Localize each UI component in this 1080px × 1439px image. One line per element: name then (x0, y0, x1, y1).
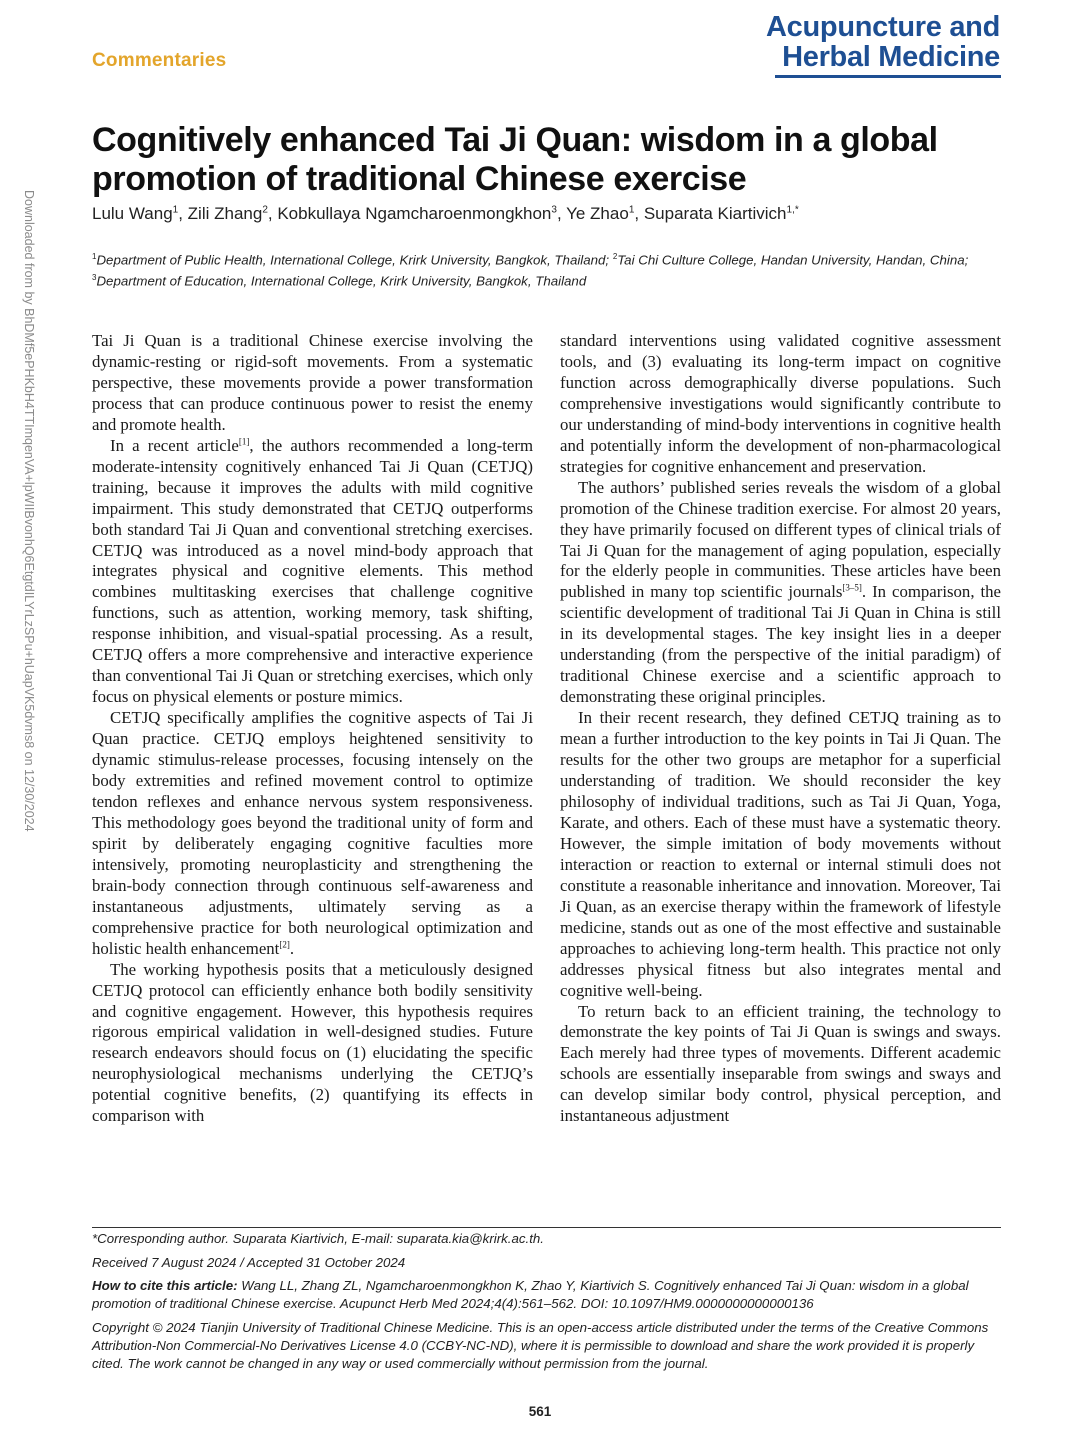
author-name: Ye Zhao (566, 204, 629, 223)
author-list: Lulu Wang$^1$, Zili Zhang$^2$, Kobkullaya Ngamcharoenmongkhon$^3$, Ye Zhao$^1$, Suparata Kiartivich$^{1,*}$ (92, 204, 799, 223)
affiliation-text: Department of Public Health, International College, Krirk University, Bangkok, Thailand; (96, 252, 613, 268)
article-title: Cognitively enhanced Tai Ji Quan: wisdom in a global promotion of traditional Chinese exercise (92, 121, 938, 198)
citation-ref: [3–5] (842, 582, 862, 593)
author-affiliation-mark: 2 (262, 204, 268, 216)
author-affiliation-mark: 1,* (786, 204, 799, 216)
author-name: Suparata Kiartivich (643, 204, 787, 223)
footnote-divider (92, 1227, 1001, 1228)
received-dates: Received 7 August 2024 / Accepted 31 October 2024 (92, 1255, 406, 1270)
corresponding-author-note: *Corresponding author. Suparata Kiartivich, E-mail: suparata.kia@krirk.ac.th. (92, 1231, 545, 1246)
author-name: Zili Zhang (187, 204, 263, 223)
citation-label: How to cite this article: (92, 1278, 238, 1293)
body-paragraph: In their recent research, they defined CETJQ training as to mean a further introduction to the key points in Tai Ji Quan. The results for the other two groups are metaphor for a superficial understanding of tradition. We should reconsider the key philosophy of individual traditions, such as Tai Ji Quan, Yoga, Karate, and others. Each of these must have a systematic theory. However, the simple imitation of body movements without interaction or reaction to external or internal stimuli does not constitute a reasonable inheritance and innovation. Moreover, Tai Ji Quan, as an exercise therapy within the framework of lifestyle medicine, stands out as one of the most effective and sustainable approaches to achieving long-term health. This practice not only addresses physical fitness but also integrates mental and cognitive well-being. (560, 708, 1001, 1000)
body-paragraph: In a recent article[1], the authors recommended a long-term moderate-intensity cognitively enhanced Tai Ji Quan (CETJQ) training, because it improves the adults with mild cognitive impairment. This study demonstrated that CETJQ outperforms both standard Tai Ji Quan and conventional stretching exercises. CETJQ was introduced as a novel mind-body approach that integrates physical and cognitive elements. This method combines multitasking exercises that challenge cognitive functions, such as attention, working memory, task shifting, response inhibition, and visual-spatial processing. As a result, CETJQ offers a more comprehensive and interactive experience than conventional Tai Ji Quan or stretching exercises, which only focus on physical elements or posture mimics. (92, 435, 533, 707)
download-sidebar-note: Downloaded from by BhDMf5ePHKbH4TTImqenVA+lpWIIBvonhQ6EtgtdILYrLzSPu+hUapVK5dvms8 on 12/30/2024 (22, 190, 36, 832)
affiliation-text: Tai Chi Culture College, Handan University, Handan, China; (617, 252, 969, 268)
citation-text: Wang LL, Zhang ZL, Ngamcharoenmongkhon K, Zhao Y, Kiartivich S. Cognitively enhanced Tai Ji Quan: wisdom in a global promotion of traditional Chinese exercise. Acupunct Herb Med 2024;4(4):561–562. DOI: 10.1097/HM9.0000000000000136 (92, 1278, 969, 1311)
journal-name-line1: Acupuncture and (766, 11, 1000, 43)
author-affiliation-mark: 3 (551, 204, 557, 216)
author-affiliation-mark: 1 (172, 204, 179, 216)
body-paragraph: The authors’ published series reveals the wisdom of a global promotion of the Chinese tradition exercise. For almost 20 years, they have primarily focused on different types of clinical trials of Tai Ji Quan for the management of aging population, especially for the elderly people in communities. These articles have been published in many top scientific journals[3–5]. In comparison, the scientific development of traditional Tai Ji Quan in China is still in its developmental stages. The key insight lies in a deeper understanding (from the perspective of the initial paradigm) of traditional Chinese exercise and a scientific approach to demonstrating these original principles. (560, 477, 1001, 707)
affiliation-mark: 2 (612, 252, 618, 261)
section-label: Commentaries (92, 50, 227, 71)
body-paragraph: CETJQ specifically amplifies the cognitive aspects of Tai Ji Quan practice. CETJQ employs heightened sensitivity to dynamic stimulus-release processes, focusing intensely on the body extremities and refined movement control to optimize tendon reflexes and enhance nervous system responsiveness. This methodology goes beyond the traditional unity of form and spirit by deliberately engaging cognitive faculties more intensively, promoting neuroplasticity and strengthening the brain-body connection through continuous self-awareness and instantaneous adjustments, ultimately serving as a comprehensive practice for both neurological optimization and holistic health enhancement[2]. (92, 708, 533, 958)
body-paragraph: The working hypothesis posits that a meticulously designed CETJQ protocol can efficiently enhance both bodily sensitivity and cognitive engagement. However, this hypothesis requires rigorous empirical validation in well-designed studies. Future research endeavors should focus on (1) elucidating the specific neurophysiological mechanisms underlying the CETJQ’s potential cognitive benefits, (2) quantifying its effects in comparison with (92, 959, 533, 1126)
affiliation-mark: 3 (92, 273, 97, 283)
page-number: 561 (528, 1404, 552, 1419)
citation-note (92, 1277, 1001, 1313)
body-paragraph: Tai Ji Quan is a traditional Chinese exercise involving the dynamic-resting or rigid-soft movements. From a systematic perspective, these movements provide a power transformation process that can produce continuous power to resist the enemy and promote health. (92, 331, 533, 434)
body-column-left (92, 331, 533, 1201)
author-affiliation-mark: 1 (628, 204, 635, 216)
affiliation-mark: 1 (92, 252, 97, 261)
author-name: Kobkullaya Ngamcharoenmongkhon (277, 204, 552, 223)
citation-ref: [1] (238, 436, 250, 447)
copyright-note: Copyright © 2024 Tianjin University of Traditional Chinese Medicine. This is an open-access article distributed under the terms of the Creative Commons Attribution-Non Commercial-No Derivatives License 4.0 (CCBY-NC-ND), where it is permissible to download and share the work provided it is properly cited. The work cannot be changed in any way or used commercially without permission from the journal. (92, 1320, 989, 1371)
citation-ref: [2] (279, 939, 290, 950)
journal-rule (775, 75, 1001, 78)
journal-name-line2: Herbal Medicine (782, 41, 1000, 73)
affiliation-text: Department of Education, International College, Krirk University, Bangkok, Thailand (96, 273, 587, 289)
body-paragraph: standard interventions using validated cognitive assessment tools, and (3) evaluating its long-term impact on cognitive function across demographically diverse populations. Such comprehensive investigations would significantly contribute to our understanding of mind-body interventions in cognitive health and potentially inform the development of non-pharmacological strategies for cognitive enhancement and preservation. (560, 331, 1001, 476)
body-paragraph: To return back to an efficient training, the technology to demonstrate the key points of Tai Ji Quan is swings and sways. Each merely had three types of movements. Different academic schools are essentially inseparable from swings and sways and can develop similar body control, physical perception, and instantaneous adjustment (560, 1001, 1001, 1126)
body-column-right (560, 331, 1001, 1201)
author-name: Lulu Wang (92, 204, 173, 223)
affiliations (92, 248, 992, 291)
journal-name (766, 12, 1000, 72)
